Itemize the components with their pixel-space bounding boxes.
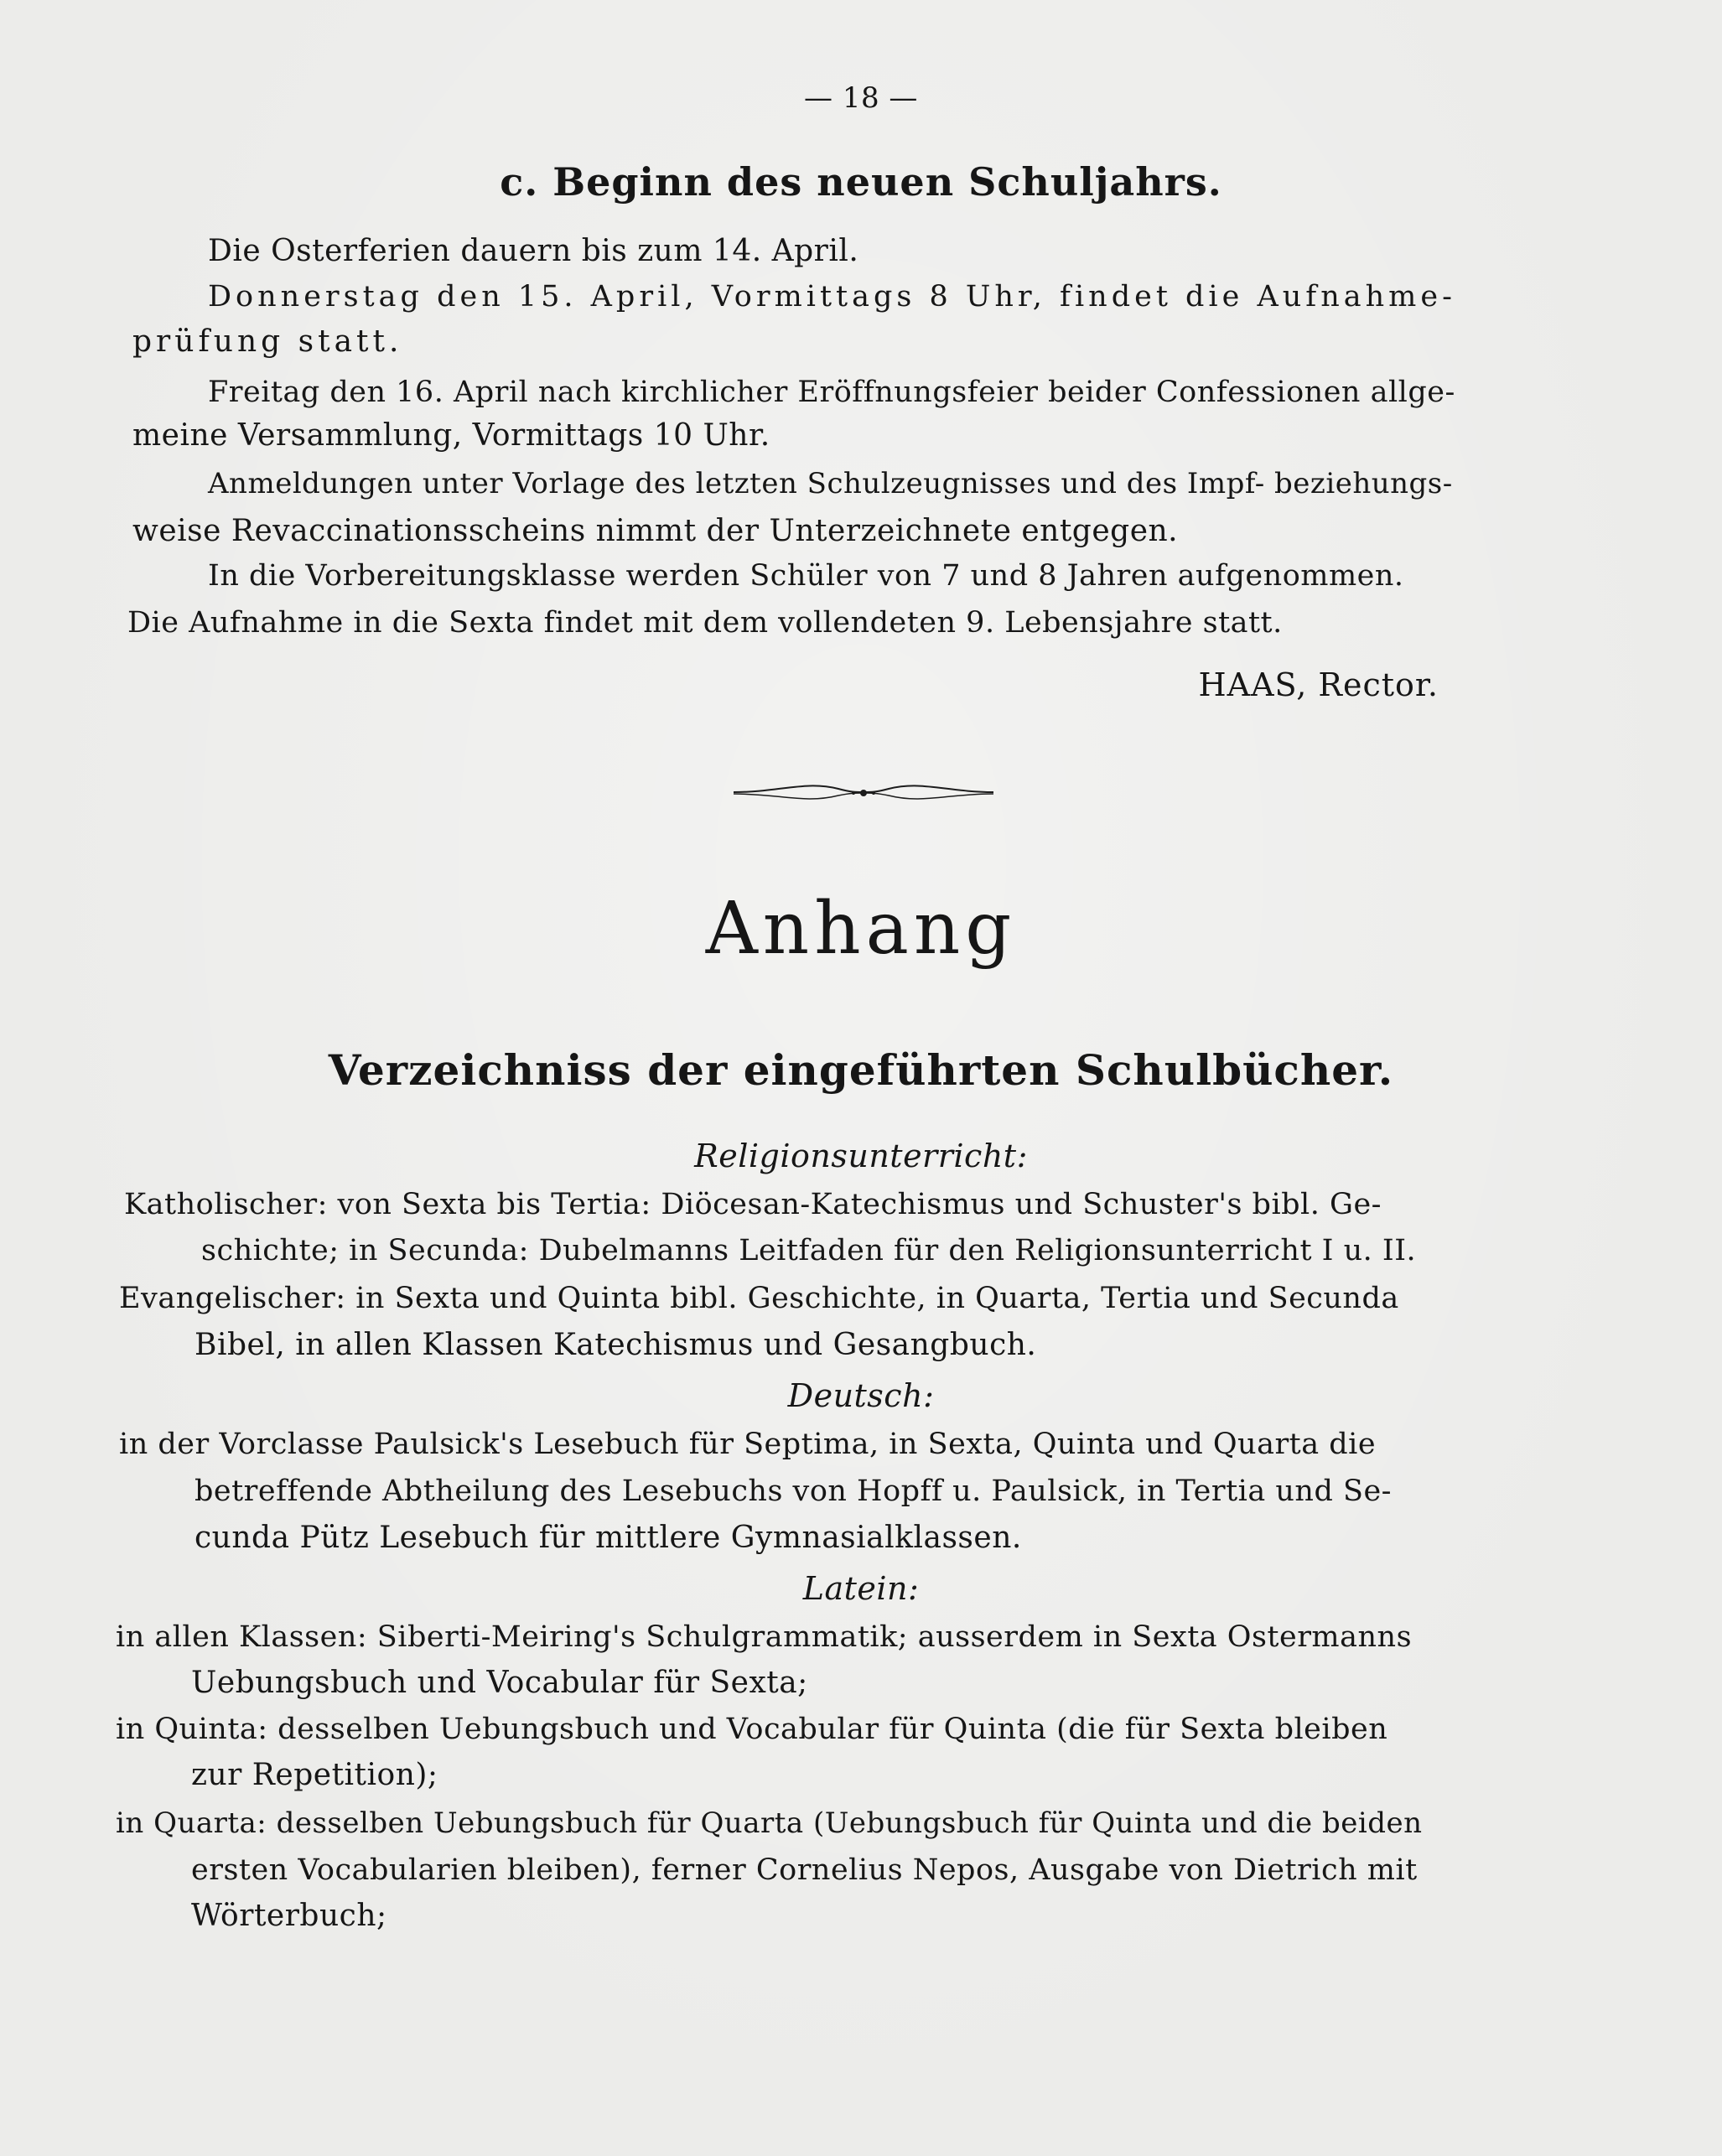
text-line: meine Versammlung, Vormittags 10 Uhr. xyxy=(132,418,770,453)
text-line: in Quinta: desselben Uebungsbuch und Vocabular für Quinta (die für Sexta bleiben xyxy=(116,1713,1388,1746)
signature-rector: HAAS, Rector. xyxy=(1198,666,1439,703)
subject-heading-deutsch: Deutsch: xyxy=(787,1377,935,1414)
text-line: prüfung statt. xyxy=(132,324,403,359)
text-line: Anmeldungen unter Vorlage des letzten Schulzeugnisses und des Impf- beziehungs- xyxy=(208,467,1453,500)
subject-heading-religion: Religionsunterricht: xyxy=(694,1138,1028,1174)
text-line: Evangelischer: in Sexta und Quinta bibl. Geschichte, in Quarta, Tertia und Secunda xyxy=(119,1282,1399,1315)
ornament-divider xyxy=(729,775,998,809)
anhang-title: Anhang xyxy=(705,887,1017,971)
subject-heading-latein: Latein: xyxy=(802,1570,920,1607)
text-line: weise Revaccinationsscheins nimmt der Unterzeichnete entgegen. xyxy=(132,514,1179,548)
text-line: Freitag den 16. April nach kirchlicher Eröffnungsfeier beider Confessionen allge- xyxy=(208,376,1455,409)
text-line: zur Repetition); xyxy=(191,1758,438,1792)
text-line: ersten Vocabularien bleiben), ferner Cornelius Nepos, Ausgabe von Dietrich mit xyxy=(191,1853,1418,1887)
text-line: schichte; in Secunda: Dubelmanns Leitfaden für den Religionsunterricht I u. II. xyxy=(201,1234,1417,1267)
text-line: betreffende Abtheilung des Lesebuchs von Hopff u. Paulsick, in Tertia und Se- xyxy=(195,1474,1392,1508)
text-line: in der Vorclasse Paulsick's Lesebuch für Septima, in Sexta, Quinta und Quarta die xyxy=(119,1428,1377,1461)
text-line: Die Osterferien dauern bis zum 14. April. xyxy=(208,234,859,268)
text-line: In die Vorbereitungsklasse werden Schüler von 7 und 8 Jahren aufgenommen. xyxy=(208,559,1404,593)
text-line: Katholischer: von Sexta bis Tertia: Diöcesan-Katechismus und Schuster's bibl. Ge- xyxy=(124,1188,1382,1221)
text-line: Donnerstag den 15. April, Vormittags 8 Uhr, findet die Aufnahme- xyxy=(208,280,1456,314)
section-heading-beginn: c. Beginn des neuen Schuljahrs. xyxy=(500,159,1222,205)
page-number: — 18 — xyxy=(804,81,918,115)
text-line: in Quarta: desselben Uebungsbuch für Quarta (Uebungsbuch für Quinta und die beiden xyxy=(116,1806,1423,1840)
text-line: in allen Klassen: Siberti-Meiring's Schulgrammatik; ausserdem in Sexta Ostermanns xyxy=(116,1620,1413,1654)
anhang-subtitle: Verzeichniss der eingeführten Schulbücher. xyxy=(328,1045,1394,1095)
text-line: Wörterbuch; xyxy=(191,1899,387,1933)
text-line: Bibel, in allen Klassen Katechismus und Gesangbuch. xyxy=(195,1328,1037,1362)
text-line: cunda Pütz Lesebuch für mittlere Gymnasialklassen. xyxy=(195,1521,1022,1555)
text-line: Die Aufnahme in die Sexta findet mit dem vollendeten 9. Lebensjahre statt. xyxy=(127,606,1283,640)
text-line: Uebungsbuch und Vocabular für Sexta; xyxy=(191,1666,808,1700)
